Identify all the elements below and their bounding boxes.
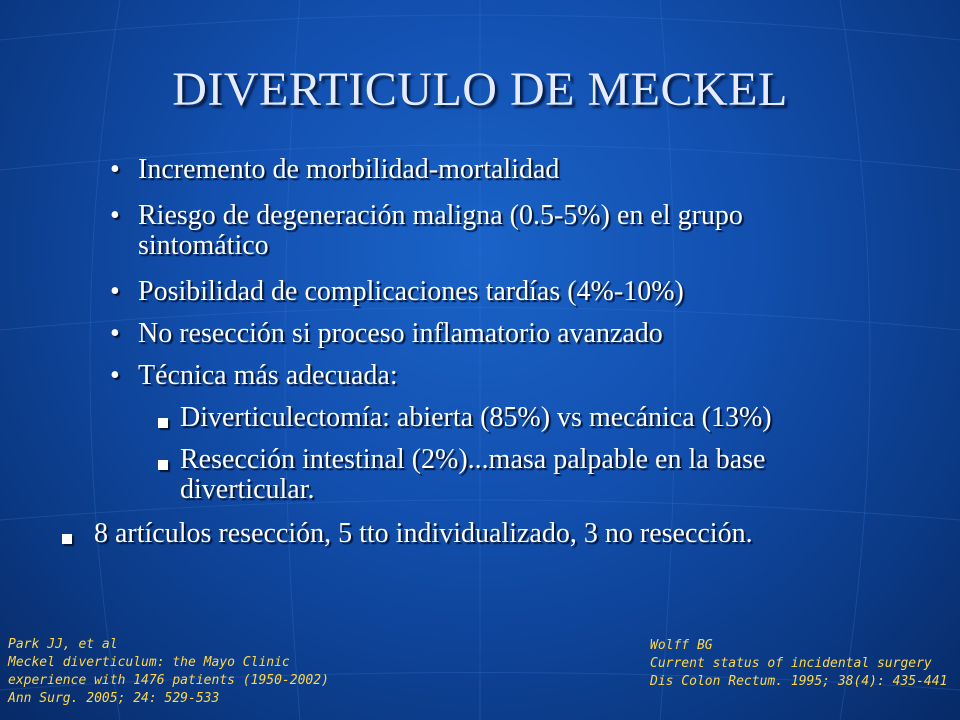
reference-left-title: Meckel diverticulum: the Mayo Clinic — [8, 655, 290, 670]
reference-right-author: Wolff BG — [650, 638, 713, 653]
round-dot-icon: • — [110, 360, 120, 391]
sub-bullet-reseccion-line2: diverticular. — [180, 474, 315, 505]
square-bullet-icon — [158, 460, 168, 470]
sub-bullet-reseccion-line1: Resección intestinal (2%)...masa palpable en la base — [180, 444, 766, 475]
reference-right — [650, 637, 947, 691]
bullet-riesgo-line1: Riesgo de degeneración maligna (0.5-5%) en el grupo — [138, 200, 743, 231]
round-dot-icon: • — [110, 276, 120, 307]
reference-left-title-cont: experience with 1476 patients (1950-2002) — [8, 673, 329, 688]
square-bullet-icon — [158, 418, 168, 428]
round-dot-icon: • — [110, 200, 120, 231]
reference-right-title: Current status of incidental surgery — [650, 656, 932, 671]
round-dot-icon: • — [110, 318, 120, 349]
reference-left — [8, 636, 329, 708]
bullet-complicaciones: Posibilidad de complicaciones tardías (4%-10%) — [138, 276, 684, 307]
reference-left-author: Park JJ, et al — [8, 637, 118, 652]
summary-line: 8 artículos resección, 5 tto individualizado, 3 no resección. — [94, 518, 753, 549]
bullet-morbilidad: Incremento de morbilidad-mortalidad — [138, 154, 560, 185]
bullet-no-reseccion: No resección si proceso inflamatorio avanzado — [138, 318, 663, 349]
square-bullet-icon — [62, 534, 72, 544]
bullet-tecnica: Técnica más adecuada: — [138, 360, 398, 391]
sub-bullet-diverticulectomia: Diverticulectomía: abierta (85%) vs mecánica (13%) — [180, 402, 772, 433]
bullet-riesgo-line2: sintomático — [138, 230, 269, 261]
slide-title: DIVERTICULO DE MECKEL — [172, 63, 788, 116]
round-dot-icon: • — [110, 154, 120, 185]
reference-left-journal: Ann Surg. 2005; 24: 529-533 — [8, 691, 220, 706]
reference-right-journal: Dis Colon Rectum. 1995; 38(4): 435-441 — [650, 674, 948, 689]
